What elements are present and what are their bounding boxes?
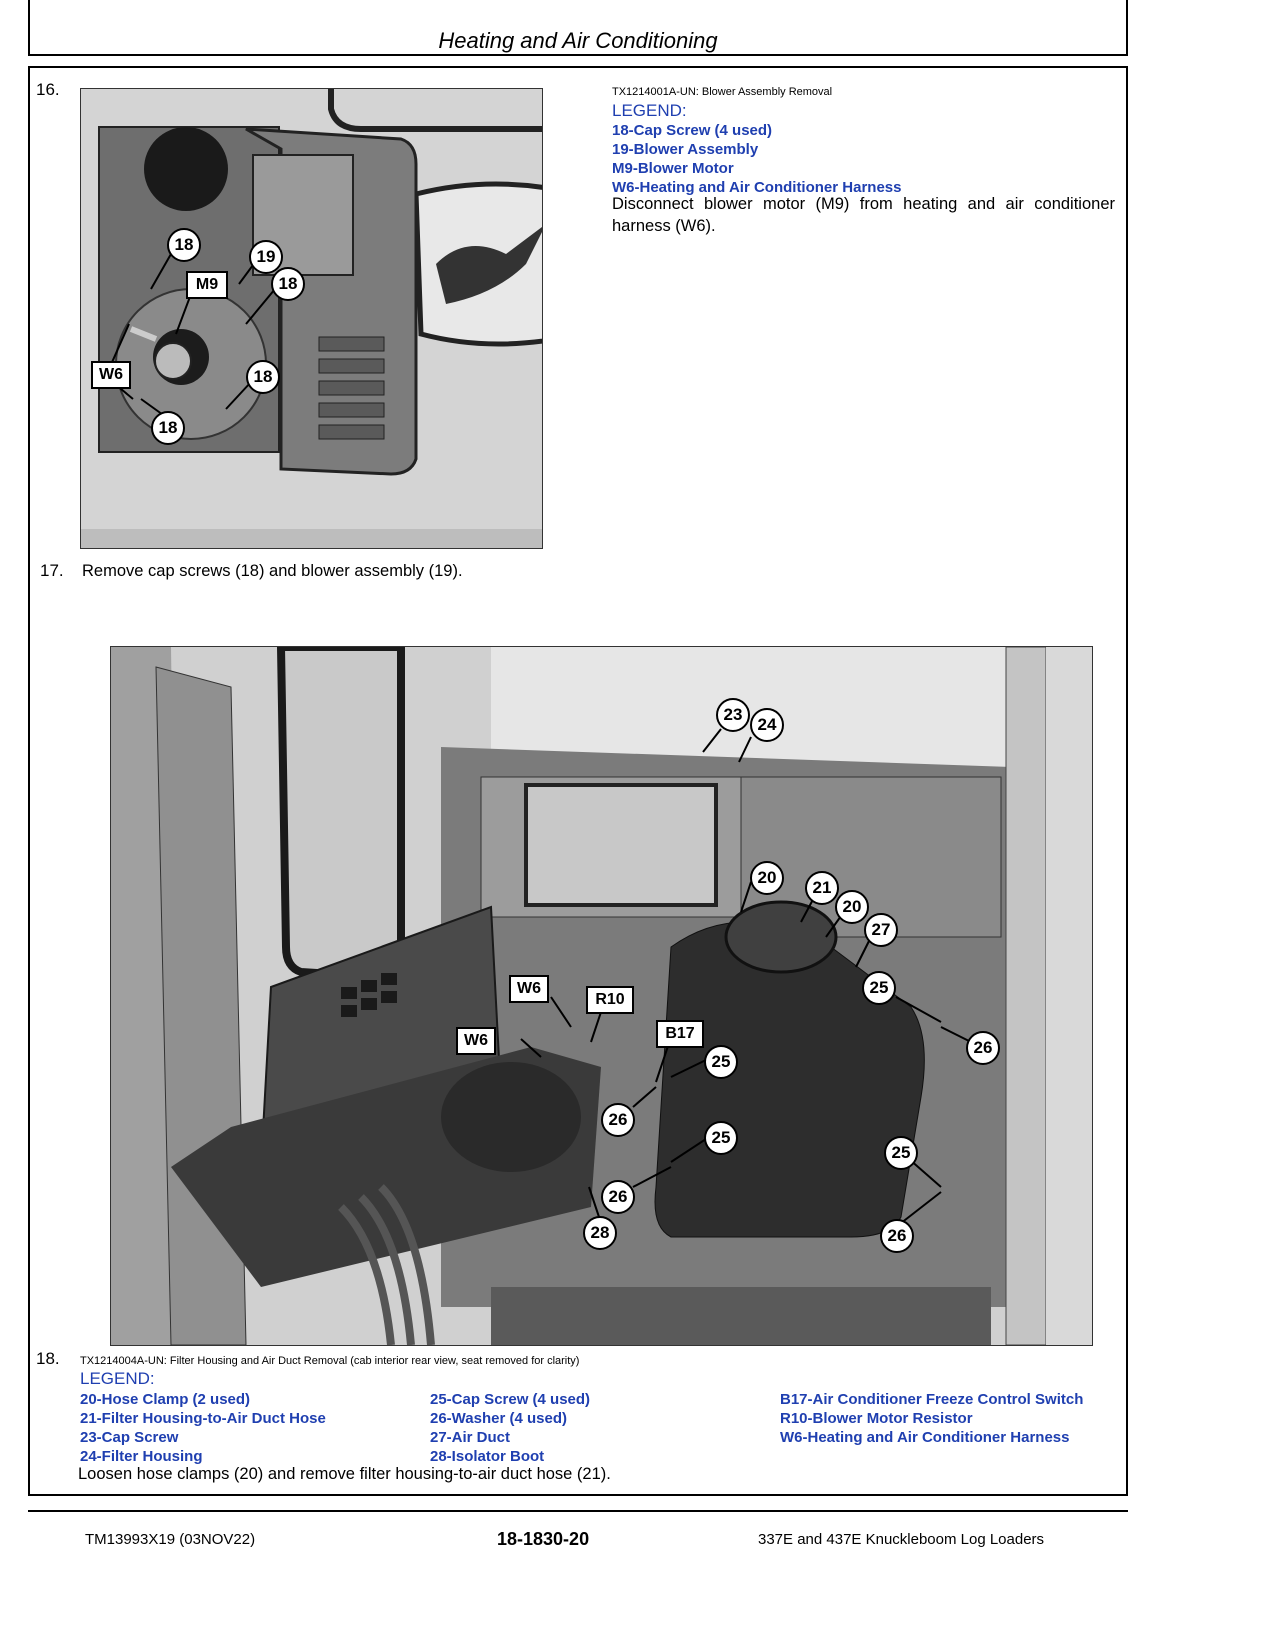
step-18-instruction: Loosen hose clamps (20) and remove filter housing-to-air duct hose (21). (78, 1465, 611, 1483)
callout-25: 25 (704, 1121, 738, 1155)
footer-page-number: 18-1830-20 (497, 1529, 590, 1549)
step-16-image-id: TX1214001A-UN: Blower Assembly Removal (612, 86, 833, 98)
step-18-legend-col-2 (430, 1390, 770, 1466)
callout-18: 18 (246, 360, 280, 394)
legend-item: 28-Isolator Boot (430, 1448, 545, 1465)
step-16-instruction: Disconnect blower motor (M9) from heating and air conditioner harness (W6). (612, 195, 1115, 235)
callout-18: 18 (151, 411, 185, 445)
callout-28: 28 (583, 1216, 617, 1250)
filter-housing-figure (110, 646, 1093, 1346)
callout-w6: W6 (91, 361, 131, 389)
legend-item: 23-Cap Screw (80, 1429, 179, 1446)
step-16-legend (612, 121, 1112, 197)
callout-b17: B17 (656, 1020, 704, 1048)
legend-item: 19-Blower Assembly (612, 141, 759, 158)
legend-item: 27-Air Duct (430, 1429, 511, 1446)
legend-item: 18-Cap Screw (4 used) (612, 122, 773, 139)
legend-item: 24-Filter Housing (80, 1448, 203, 1465)
step-18-legend-col-1 (80, 1390, 420, 1466)
legend-item: 26-Washer (4 used) (430, 1410, 567, 1427)
callout-25: 25 (884, 1136, 918, 1170)
callout-w6: W6 (509, 975, 549, 1003)
footer-product: 337E and 437E Knuckleboom Log Loaders (758, 1531, 1045, 1548)
footer-doc-id: TM13993X19 (03NOV22) (85, 1531, 256, 1548)
callout-24: 24 (750, 708, 784, 742)
callout-26: 26 (601, 1103, 635, 1137)
legend-item: 20-Hose Clamp (2 used) (80, 1391, 251, 1408)
callout-w6: W6 (456, 1027, 496, 1055)
legend-item: W6-Heating and Air Conditioner Harness (612, 179, 902, 196)
step-16-legend-heading: LEGEND: (612, 101, 687, 120)
step-18-legend-heading: LEGEND: (80, 1369, 155, 1388)
legend-item: M9-Blower Motor (612, 160, 734, 177)
callout-19: 19 (249, 240, 283, 274)
step-17-instruction: Remove cap screws (18) and blower assembly (19). (82, 562, 463, 580)
step-17-number: 17. (40, 561, 64, 580)
page-title: Heating and Air Conditioning (438, 28, 718, 53)
step-18-legend-col-3 (780, 1390, 1120, 1447)
callout-27: 27 (864, 913, 898, 947)
callout-m9: M9 (186, 271, 228, 299)
legend-item: B17-Air Conditioner Freeze Control Switch (780, 1391, 1084, 1408)
callout-r10: R10 (586, 986, 634, 1014)
callout-26: 26 (601, 1180, 635, 1214)
step-18-image-id: TX1214004A-UN: Filter Housing and Air Duct Removal (cab interior rear view, seat removed for clarity) (80, 1355, 580, 1367)
callout-18: 18 (167, 228, 201, 262)
callout-20: 20 (750, 861, 784, 895)
callout-25: 25 (704, 1045, 738, 1079)
callout-26: 26 (880, 1219, 914, 1253)
legend-item: R10-Blower Motor Resistor (780, 1410, 973, 1427)
step-16-number: 16. (36, 80, 60, 99)
callout-25: 25 (862, 971, 896, 1005)
legend-item: 25-Cap Screw (4 used) (430, 1391, 591, 1408)
legend-item: W6-Heating and Air Conditioner Harness (780, 1429, 1070, 1446)
callout-18: 18 (271, 267, 305, 301)
callout-21: 21 (805, 871, 839, 905)
legend-item: 21-Filter Housing-to-Air Duct Hose (80, 1410, 326, 1427)
step-18-number: 18. (36, 1349, 60, 1368)
callout-26: 26 (966, 1031, 1000, 1065)
callout-20: 20 (835, 890, 869, 924)
callout-23: 23 (716, 698, 750, 732)
blower-assembly-figure (80, 88, 543, 549)
footer-rule (28, 1510, 1128, 1512)
